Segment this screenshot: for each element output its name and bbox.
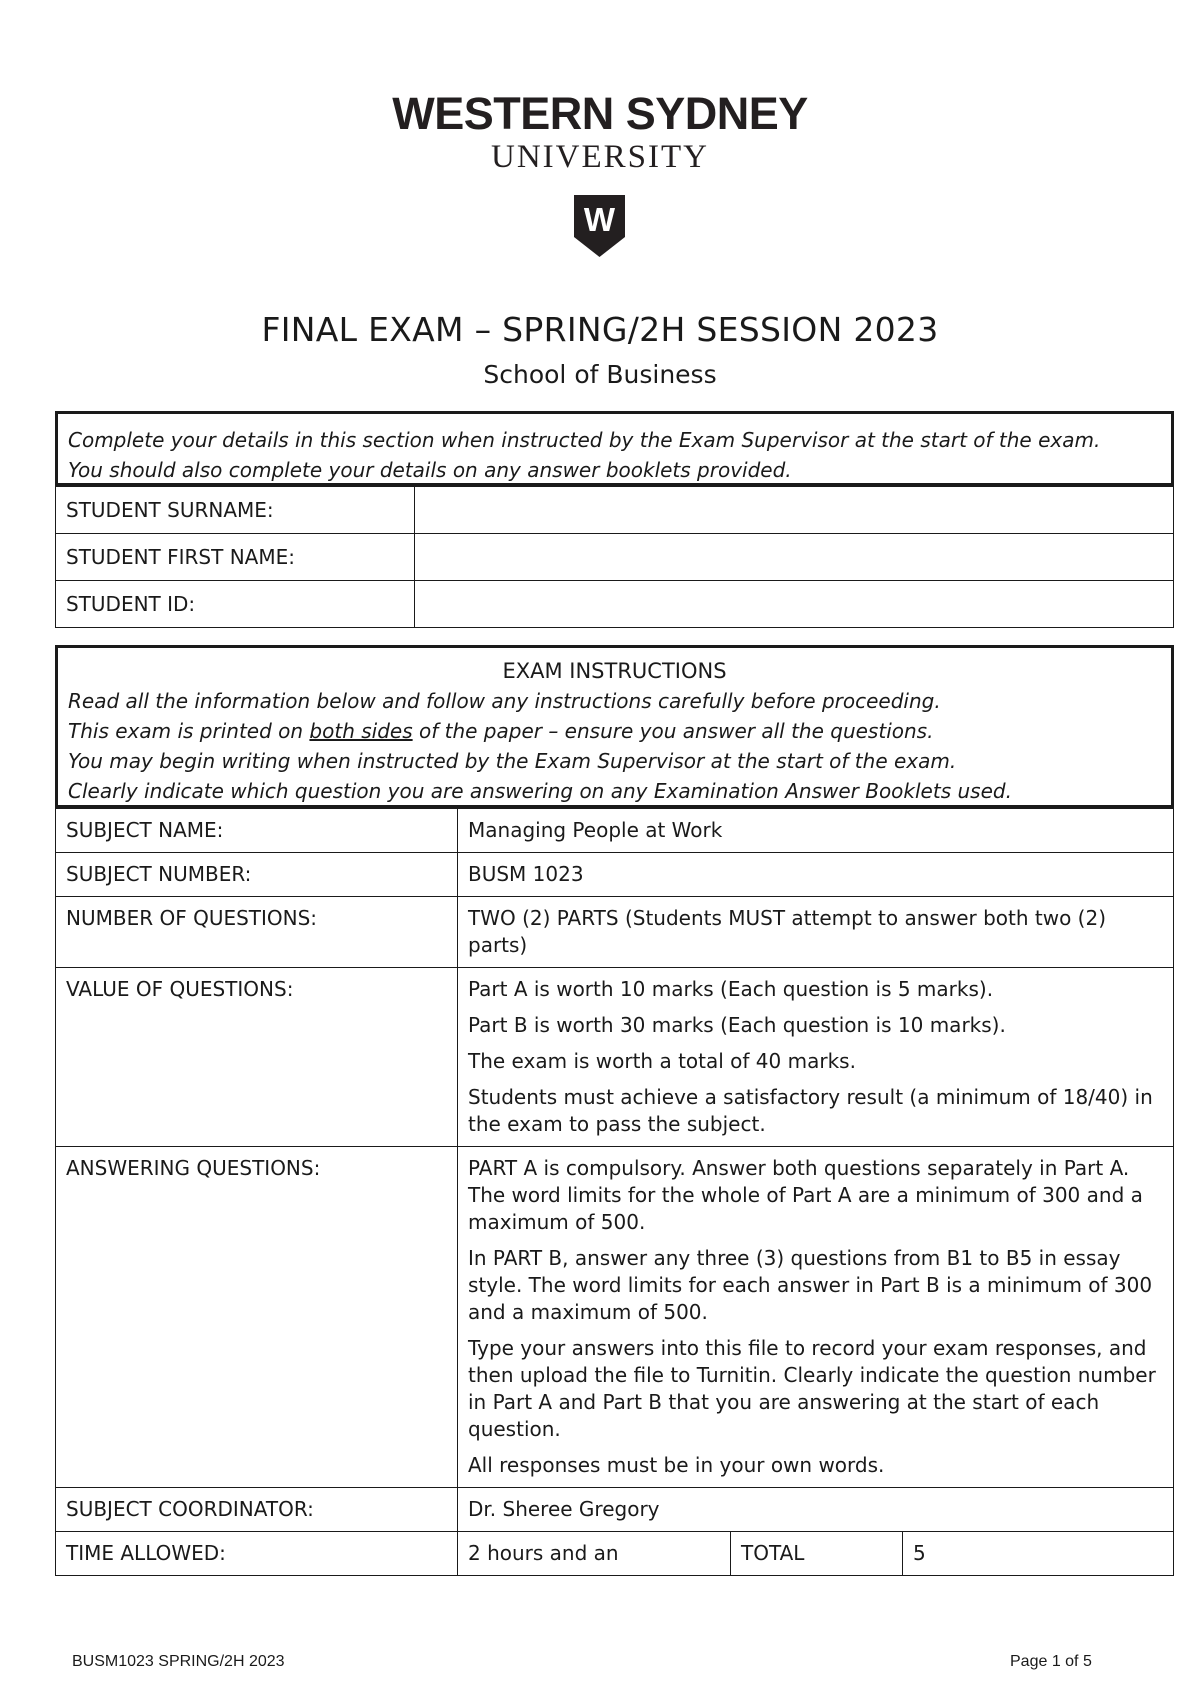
exam-instructions <box>55 645 1174 808</box>
note-line-1: Complete your details in this section when instructed by the Exam Supervisor at the start of the exam. <box>68 428 1101 452</box>
footer-subject-code: BUSM1023 SPRING/2H 2023 <box>72 1653 285 1670</box>
instruction-line-3: You may begin writing when instructed by the Exam Supervisor at the start of the exam. <box>68 749 957 773</box>
instructions-heading: EXAM INSTRUCTIONS <box>502 659 727 683</box>
page-number: Page 1 of 5 <box>1010 1653 1092 1670</box>
table-row <box>56 809 1174 853</box>
answering-questions-label: ANSWERING QUESTIONS: <box>56 1147 458 1488</box>
subject-name-value: Managing People at Work <box>458 809 1174 853</box>
table-row <box>56 897 1174 968</box>
table-row <box>56 581 1174 628</box>
student-id-label: STUDENT ID: <box>56 581 415 628</box>
exam-title: FINAL EXAM – SPRING/2H SESSION 2023 <box>261 310 939 349</box>
answering-line: All responses must be in your own words. <box>468 1453 885 1477</box>
subject-number-value: BUSM 1023 <box>458 853 1174 897</box>
exam-details-table <box>55 808 1174 1576</box>
answering-line: Type your answers into this file to record your exam responses, and then upload the file to Turnitin. Clearly indicate the question number in Part A and Part B that you are answering at the start of each question. <box>468 1336 1156 1441</box>
answering-questions-value <box>458 1147 1174 1488</box>
surname-label: STUDENT SURNAME: <box>56 487 415 534</box>
surname-field[interactable] <box>415 487 1174 534</box>
table-row <box>56 534 1174 581</box>
both-sides-emphasis: both sides <box>309 719 413 743</box>
table-row <box>56 487 1174 534</box>
instruction-line-2 <box>68 716 1161 746</box>
note-line-2: You should also complete your details on any answer booklets provided. <box>68 458 792 482</box>
student-details-note <box>55 411 1174 486</box>
answering-line: In PART B, answer any three (3) questions from B1 to B5 in essay style. The word limits for each answer in Part B is a minimum of 300 and a maximum of 500. <box>468 1246 1153 1324</box>
shield-icon <box>574 195 625 257</box>
value-line: Part B is worth 30 marks (Each question is 10 marks). <box>468 1013 1006 1037</box>
instruction-line-4: Clearly indicate which question you are answering on any Examination Answer Booklets used. <box>68 779 1012 803</box>
number-of-questions-value: TWO (2) PARTS (Students MUST attempt to answer both two (2) parts) <box>458 897 1174 968</box>
subject-number-label: SUBJECT NUMBER: <box>56 853 458 897</box>
table-row <box>56 1488 1174 1532</box>
subject-name-label: SUBJECT NAME: <box>56 809 458 853</box>
value-line: The exam is worth a total of 40 marks. <box>468 1049 856 1073</box>
table-row <box>56 968 1174 1147</box>
value-of-questions-value <box>458 968 1174 1147</box>
table-row <box>56 1147 1174 1488</box>
number-of-questions-label: NUMBER OF QUESTIONS: <box>56 897 458 968</box>
instruction-line-2-end: of the paper – ensure you answer all the questions. <box>412 719 934 743</box>
value-of-questions-label: VALUE OF QUESTIONS: <box>56 968 458 1147</box>
answering-line: PART A is compulsory. Answer both questions separately in Part A. The word limits for the whole of Part A are a minimum of 300 and a maximum of 500. <box>468 1156 1143 1234</box>
time-allowed-value: 2 hours and an <box>458 1532 731 1576</box>
shield-letter: W <box>583 201 616 238</box>
instruction-line-2-start: This exam is printed on <box>68 719 310 743</box>
table-row <box>56 1532 1174 1576</box>
student-id-field[interactable] <box>415 581 1174 628</box>
subject-coordinator-label: SUBJECT COORDINATOR: <box>56 1488 458 1532</box>
instruction-line-1: Read all the information below and follow any instructions carefully before proceeding. <box>68 689 941 713</box>
school-name: School of Business <box>483 360 717 389</box>
student-details-table <box>55 486 1174 628</box>
value-line: Part A is worth 10 marks (Each question is 5 marks). <box>468 977 994 1001</box>
total-label: TOTAL <box>731 1532 903 1576</box>
total-value: 5 <box>903 1532 1174 1576</box>
subject-coordinator-value: Dr. Sheree Gregory <box>458 1488 1174 1532</box>
first-name-field[interactable] <box>415 534 1174 581</box>
table-row <box>56 853 1174 897</box>
university-logo <box>0 90 1200 174</box>
logo-wordmark: WESTERN SYDNEY <box>392 88 808 139</box>
logo-subtitle: UNIVERSITY <box>491 139 709 175</box>
time-allowed-label: TIME ALLOWED: <box>56 1532 458 1576</box>
value-line: Students must achieve a satisfactory result (a minimum of 18/40) in the exam to pass the subject. <box>468 1085 1153 1136</box>
first-name-label: STUDENT FIRST NAME: <box>56 534 415 581</box>
